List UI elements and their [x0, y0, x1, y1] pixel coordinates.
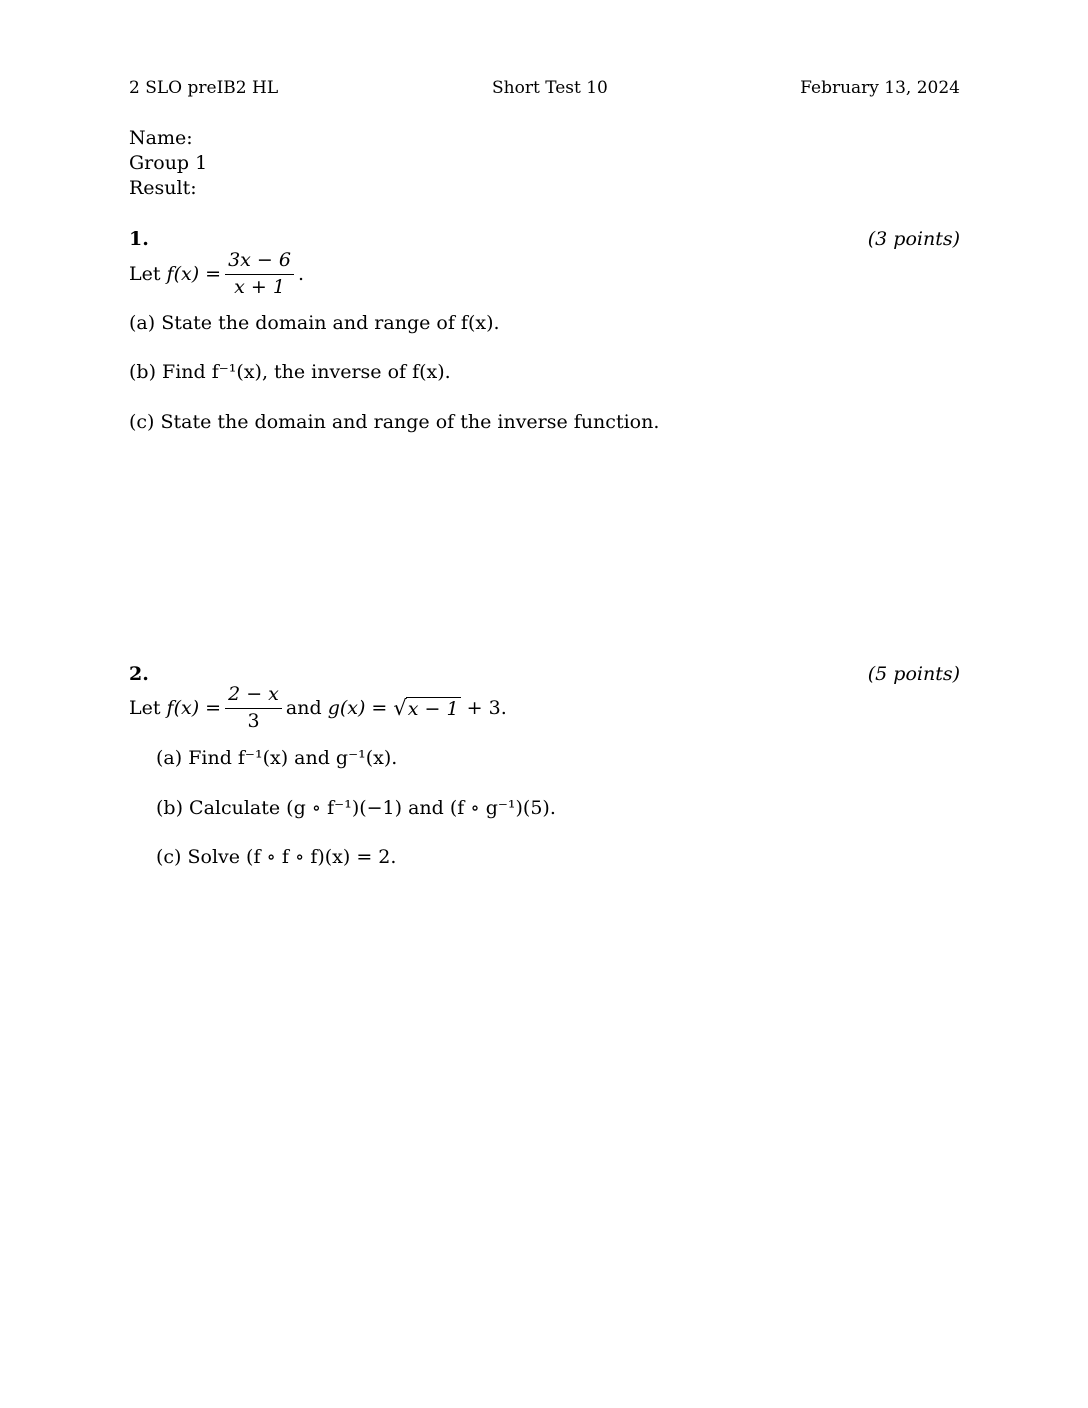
g-tail: + 3.: [466, 697, 507, 720]
fraction-denominator: 3: [247, 709, 260, 732]
fraction-numerator: 2 − x: [225, 684, 282, 709]
question-1-part-c: (c) State the domain and range of the inverse function.: [129, 411, 660, 433]
function-lhs: f(x) =: [166, 263, 222, 286]
question-2-part-a: (a) Find f⁻¹(x) and g⁻¹(x).: [156, 747, 398, 769]
sqrt-icon: √: [393, 696, 407, 721]
question-2-part-c: (c) Solve (f ∘ f ∘ f)(x) = 2.: [156, 846, 397, 868]
sqrt-content: x − 1: [407, 697, 459, 720]
fraction-numerator: 3x − 6: [225, 250, 294, 275]
definition-period: .: [298, 263, 305, 286]
question-2-number: 2.: [129, 663, 149, 685]
question-1-points: (3 points): [867, 228, 960, 250]
fraction: [225, 250, 294, 299]
connector-and: and: [285, 697, 322, 720]
group-label: Group 1: [129, 152, 208, 174]
question-1-definition: [129, 250, 304, 299]
function-lhs: f(x) =: [166, 697, 222, 720]
result-label: Result:: [129, 177, 197, 199]
header-course: 2 SLO preIB2 HL: [129, 78, 279, 98]
name-label: Name:: [129, 127, 193, 149]
fraction-denominator: x + 1: [234, 275, 285, 298]
let-word: Let: [129, 697, 161, 720]
question-2-part-b: (b) Calculate (g ∘ f⁻¹)(−1) and (f ∘ g⁻¹)(5).: [156, 797, 556, 819]
question-2-definition: [129, 684, 507, 733]
let-word: Let: [129, 263, 161, 286]
question-1-part-a: (a) State the domain and range of f(x).: [129, 312, 500, 334]
header-title: Short Test 10: [492, 78, 608, 98]
fraction: [225, 684, 282, 733]
question-1-number: 1.: [129, 228, 149, 250]
question-2-points: (5 points): [867, 663, 960, 685]
header-date: February 13, 2024: [800, 78, 960, 98]
question-1-part-b: (b) Find f⁻¹(x), the inverse of f(x).: [129, 361, 451, 383]
g-function-lhs: g(x) =: [327, 697, 388, 720]
